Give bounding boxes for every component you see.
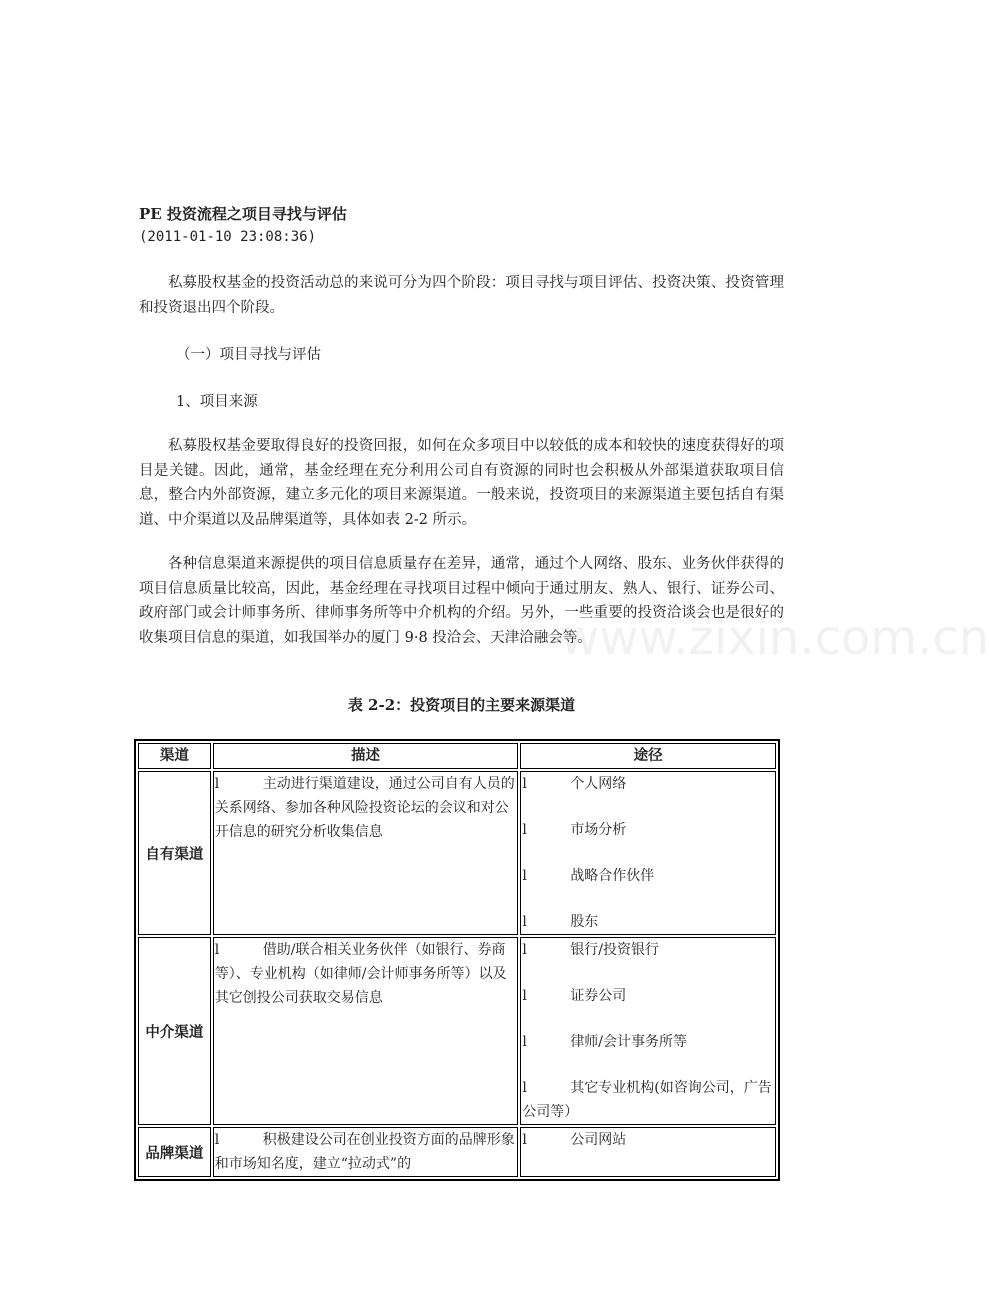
article-title: PE 投资流程之项目寻找与评估 [139,205,347,223]
channel-table [134,739,780,1181]
header-route: 途径 [520,743,776,769]
paragraph-intro: 私募股权基金的投资活动总的来说可分为四个阶段：项目寻找与项目评估、投资决策、投资管理和投资退出四个阶段。 [139,275,784,316]
list-item [522,1128,774,1152]
list-item [522,1076,774,1124]
bullet-marker: l [522,1034,527,1050]
channel-cell: 中介渠道 [138,937,211,1125]
subsection-heading: 1、项目来源 [176,394,258,410]
route-cell [520,937,776,1125]
description-text: 积极建设公司在创业投资方面的品牌形象和市场知名度，建立“拉动式”的 [214,1132,515,1172]
route-text: 证券公司 [570,988,627,1004]
list-item [522,772,774,796]
route-text: 公司网站 [570,1132,627,1148]
description-cell [213,1127,519,1177]
table-row [138,1127,776,1177]
bullet-marker: l [522,942,527,958]
header-description: 描述 [213,743,519,769]
description-text: 主动进行渠道建设，通过公司自有人员的关系网络、参加各种风险投资论坛的会议和对公开信息的研究分析收集信息 [214,776,515,840]
bullet-marker: l [214,776,220,792]
list-item [522,818,774,842]
route-text: 市场分析 [570,822,627,838]
paragraph-project-source: 私募股权基金要取得良好的投资回报，如何在众多项目中以较低的成本和较快的速度获得好的项目是关键。因此，通常，基金经理在充分利用公司自有资源的同时也会积极从外部渠道获取项目信息，整合内外部资源，建立多元化的项目来源渠道。一般来说，投资项目的来源渠道主要包括自有渠道、中介渠道以及品牌渠道等，具体如表 2-2 所示。 [139,438,784,528]
table-row [138,771,776,935]
paragraph-info-quality: 各种信息渠道来源提供的项目信息质量存在差异，通常，通过个人网络、股东、业务伙伴获得的项目信息质量比较高，因此，基金经理在寻找项目过程中倾向于通过朋友、熟人、银行、证券公司、政府部门或会计师事务所、律师事务所等中介机构的介绍。另外，一些重要的投资洽谈会也是很好的收集项目信息的渠道，如我国举办的厦门 9·8 投洽会、天津洽融会等。 [139,556,784,646]
list-item [522,984,774,1008]
list-item [522,864,774,888]
bullet-marker: l [522,914,527,930]
channel-cell: 自有渠道 [138,771,211,935]
watermark: www.zixin.com.cn [560,610,989,666]
route-text: 股东 [570,914,599,930]
route-cell [520,771,776,935]
bullet-marker: l [214,942,220,958]
table-header-row [138,743,776,769]
bullet-marker: l [522,1132,527,1148]
description-cell [213,771,519,935]
bullet-marker: l [522,868,527,884]
description-cell [213,937,519,1125]
article-date: (2011-01-10 23:08:36) [139,229,317,245]
route-text: 战略合作伙伴 [570,868,655,884]
channel-cell: 品牌渠道 [138,1127,211,1177]
description-text: 借助/联合相关业务伙伴（如银行、券商等）、专业机构（如律师/会计师事务所等）以及其它创投公司获取交易信息 [214,942,507,1006]
bullet-marker: l [522,776,527,792]
route-text: 银行/投资银行 [570,942,660,958]
section-heading: （一）项目寻找与评估 [176,347,321,363]
list-item [522,910,774,934]
bullet-marker: l [522,988,527,1004]
route-cell [520,1127,776,1177]
bullet-marker: l [214,1132,220,1148]
bullet-marker: l [522,1080,527,1096]
route-text: 个人网络 [570,776,627,792]
bullet-marker: l [522,822,527,838]
route-text: 其它专业机构(如咨询公司，广告公司等） [522,1080,772,1120]
header-channel: 渠道 [138,743,211,769]
route-text: 律师/会计事务所等 [570,1034,688,1050]
table-row [138,937,776,1125]
list-item [522,938,774,962]
table-caption: 表 2-2：投资项目的主要来源渠道 [347,696,576,714]
list-item [522,1030,774,1054]
